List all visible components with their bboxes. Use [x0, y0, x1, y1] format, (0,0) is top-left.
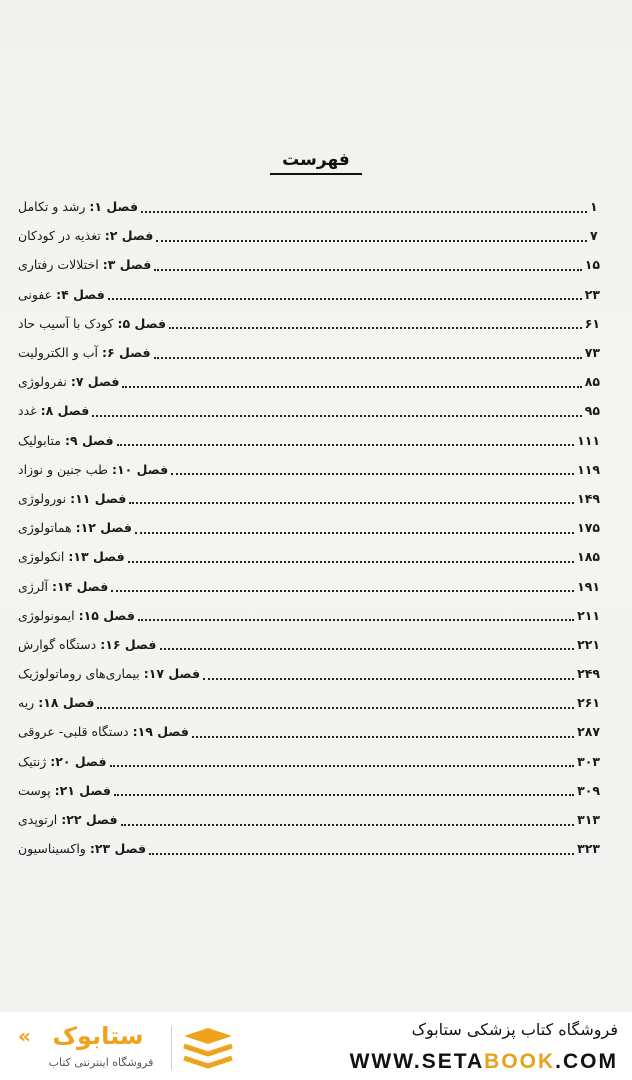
toc-dot-leader: [169, 313, 582, 329]
toc-entry-label: [14, 608, 135, 623]
toc-chapter-title: متابولیک: [18, 432, 61, 448]
toc-entry-label: [14, 433, 114, 448]
toc-chapter-number: فصل ۱:: [89, 199, 139, 215]
toc-chapter-number: فصل ۱۶:: [100, 636, 157, 652]
toc-dot-leader: [108, 284, 582, 300]
toc-entry-label: [14, 287, 105, 302]
toc-chapter-number: فصل ۹:: [64, 432, 114, 448]
toc-entry: [14, 717, 600, 746]
toc-entry: [14, 542, 600, 571]
toc-entry-label: [14, 637, 157, 652]
page-title-text: فهرست: [270, 150, 362, 175]
toc-entry-label: [14, 549, 125, 564]
toc-dot-leader: [156, 226, 587, 242]
toc-entry-label: [14, 257, 151, 272]
toc-entry: [14, 513, 600, 542]
toc-entry: [14, 747, 600, 776]
toc-entry-label: [14, 666, 200, 681]
toc-dot-leader: [121, 810, 575, 826]
toc-chapter-number: فصل ۱۰:: [111, 461, 169, 477]
toc-entry-label: [14, 695, 94, 710]
url-prefix: WWW.SETA: [349, 1050, 485, 1073]
toc-chapter-title: ارتوپدی: [18, 812, 58, 828]
toc-page-number: ۶۱: [584, 315, 600, 331]
toc-chapter-number: فصل ۱۴:: [51, 578, 109, 594]
toc-entry: [14, 280, 600, 309]
logo-arrows-icon: «: [18, 1024, 31, 1048]
toc-chapter-title: پوست: [18, 782, 51, 798]
toc-dot-leader: [160, 634, 575, 650]
toc-entry-label: [14, 520, 132, 535]
toc-page-number: ۲۲۱: [577, 636, 600, 652]
toc-chapter-title: اختلالات رفتاری: [18, 257, 99, 273]
toc-entry: [14, 396, 600, 425]
toc-chapter-title: واکسیناسیون: [18, 841, 86, 857]
toc-entry-label: [14, 579, 108, 594]
toc-chapter-number: فصل ۶:: [101, 345, 151, 361]
toc-dot-leader: [154, 255, 581, 271]
toc-chapter-title: نورولوژی: [18, 490, 67, 506]
toc-chapter-number: فصل ۲۱:: [54, 782, 111, 798]
toc-page-number: ۱: [590, 199, 598, 215]
toc-page-number: ۳۱۳: [577, 812, 600, 828]
toc-entry: [14, 221, 600, 250]
toc-chapter-number: فصل ۲۳:: [89, 841, 147, 857]
toc-chapter-number: فصل ۱۳:: [68, 549, 125, 565]
toc-dot-leader: [128, 547, 574, 563]
toc-dot-leader: [203, 664, 574, 680]
toc-dot-leader: [114, 780, 574, 796]
toc-chapter-title: ایمونولوژی: [18, 607, 75, 623]
toc-chapter-title: نفرولوژی: [18, 374, 67, 390]
toc-page-number: ۲۱۱: [577, 607, 600, 623]
toc-dot-leader: [111, 576, 574, 592]
toc-entry-label: [14, 345, 151, 360]
toc-chapter-title: دستگاه قلبی- عروقی: [18, 724, 129, 740]
toc-dot-leader: [192, 722, 574, 738]
toc-page-number: ۱۷۵: [577, 520, 600, 536]
toc-chapter-number: فصل ۵:: [117, 315, 167, 331]
toc-chapter-title: ریه: [18, 695, 35, 711]
toc-dot-leader: [138, 605, 574, 621]
toc-entry: [14, 192, 600, 221]
toc-chapter-title: هماتولوژی: [18, 520, 72, 536]
toc-entry-label: [14, 462, 168, 477]
toc-chapter-number: فصل ۱۲:: [75, 520, 132, 536]
toc-page-number: ۲۳: [584, 286, 600, 302]
url-suffix: .COM: [555, 1050, 618, 1073]
toc-dot-leader: [117, 430, 574, 446]
toc-page-number: ۹۵: [584, 403, 600, 419]
toc-chapter-title: رشد و تکامل: [18, 199, 86, 215]
toc-entry-label: [14, 228, 153, 243]
toc-chapter-title: غدد: [18, 403, 37, 419]
toc-entry: [14, 659, 600, 688]
toc-chapter-title: تغذیه در کودکان: [18, 228, 101, 244]
toc-entry: [14, 367, 600, 396]
toc-chapter-number: فصل ۷:: [70, 374, 120, 390]
toc-dot-leader: [122, 372, 581, 388]
toc-chapter-title: آب و الکترولیت: [18, 345, 98, 361]
toc-chapter-title: دستگاه گوارش: [18, 636, 97, 652]
book-stack-logo-icon[interactable]: [178, 1026, 238, 1072]
toc-entry-label: [14, 724, 189, 739]
toc-dot-leader: [141, 197, 587, 213]
toc-page-number: ۳۲۳: [577, 841, 600, 857]
toc-entry-label: [14, 783, 111, 798]
toc-entry: [14, 455, 600, 484]
toc-chapter-number: فصل ۱۵:: [78, 607, 135, 623]
toc-chapter-number: فصل ۱۸:: [38, 695, 95, 711]
toc-dot-leader: [154, 343, 582, 359]
toc-page-number: ۱۵: [584, 257, 600, 273]
toc-page-number: ۱۹۱: [577, 578, 600, 594]
logo-wordmark[interactable]: ستابوک: [52, 1022, 144, 1050]
toc-entry: [14, 805, 600, 834]
toc-entry-label: [14, 374, 119, 389]
toc-page-number: ۱۴۹: [577, 490, 600, 506]
toc-chapter-number: فصل ۱۹:: [132, 724, 189, 740]
shop-url[interactable]: [350, 1050, 618, 1074]
toc-page-number: ۲۶۱: [577, 695, 600, 711]
toc-chapter-number: فصل ۱۷:: [143, 666, 201, 682]
toc-dot-leader: [110, 751, 575, 767]
toc-page-number: ۷: [590, 228, 598, 244]
toc-entry: [14, 630, 600, 659]
url-accent: BOOK: [484, 1050, 556, 1073]
toc-entry-label: [14, 199, 138, 214]
toc-entry: [14, 834, 600, 863]
toc-page-number: ۲۴۹: [577, 666, 600, 682]
toc-entry: [14, 338, 600, 367]
footer-banner: [0, 1012, 632, 1080]
toc-entry: [14, 776, 600, 805]
logo-subtitle: فروشگاه اینترنتی کتاب: [48, 1056, 154, 1069]
toc-entry-label: [14, 316, 166, 331]
toc-entry: [14, 601, 600, 630]
toc-page-number: ۱۸۵: [577, 549, 600, 565]
toc-page-number: ۷۳: [584, 345, 600, 361]
toc-page-number: ۲۸۷: [577, 724, 600, 740]
toc-chapter-number: فصل ۴:: [56, 286, 105, 302]
toc-entry-label: [14, 841, 146, 856]
toc-chapter-number: فصل ۲:: [104, 228, 154, 244]
toc-entry: [14, 484, 600, 513]
toc-chapter-title: بیماری‌های روماتولوژیک: [18, 666, 140, 682]
toc-chapter-number: فصل ۳:: [102, 257, 152, 273]
toc-entry: [14, 688, 600, 717]
toc-entry-label: [14, 812, 118, 827]
toc-dot-leader: [149, 839, 574, 855]
toc-page-number: ۸۵: [584, 374, 600, 390]
toc-dot-leader: [135, 518, 574, 534]
toc-chapter-title: طب جنین و نوزاد: [18, 461, 108, 477]
toc-entry: [14, 571, 600, 600]
toc-chapter-title: عفونی: [18, 286, 53, 302]
toc-page-number: ۱۱۹: [577, 461, 600, 477]
toc-chapter-title: آلرژی: [18, 578, 48, 594]
toc-dot-leader: [171, 459, 574, 475]
toc-entry-label: [14, 754, 107, 769]
toc-chapter-title: کودک با آسیب حاد: [18, 315, 114, 331]
toc-entry: [14, 250, 600, 279]
toc-entry-label: [14, 403, 89, 418]
toc-page-number: ۳۰۳: [577, 753, 600, 769]
table-of-contents: [14, 192, 600, 863]
toc-page-number: ۱۱۱: [577, 432, 600, 448]
toc-chapter-number: فصل ۲۲:: [61, 812, 118, 828]
toc-dot-leader: [97, 693, 574, 709]
toc-dot-leader: [92, 401, 581, 417]
toc-entry: [14, 426, 600, 455]
shop-name: فروشگاه کتاب پزشکی ستابوک: [411, 1020, 618, 1039]
toc-entry-label: [14, 491, 126, 506]
logo-divider: [171, 1026, 172, 1070]
toc-page-number: ۳۰۹: [577, 782, 600, 798]
toc-chapter-number: فصل ۸:: [40, 403, 90, 419]
toc-dot-leader: [129, 488, 574, 504]
toc-chapter-title: ژنتیک: [18, 753, 47, 769]
toc-chapter-title: انکولوژی: [18, 549, 65, 565]
page-title: [0, 150, 632, 170]
toc-entry: [14, 309, 600, 338]
toc-chapter-number: فصل ۱۱:: [70, 490, 127, 506]
toc-chapter-number: فصل ۲۰:: [50, 753, 107, 769]
